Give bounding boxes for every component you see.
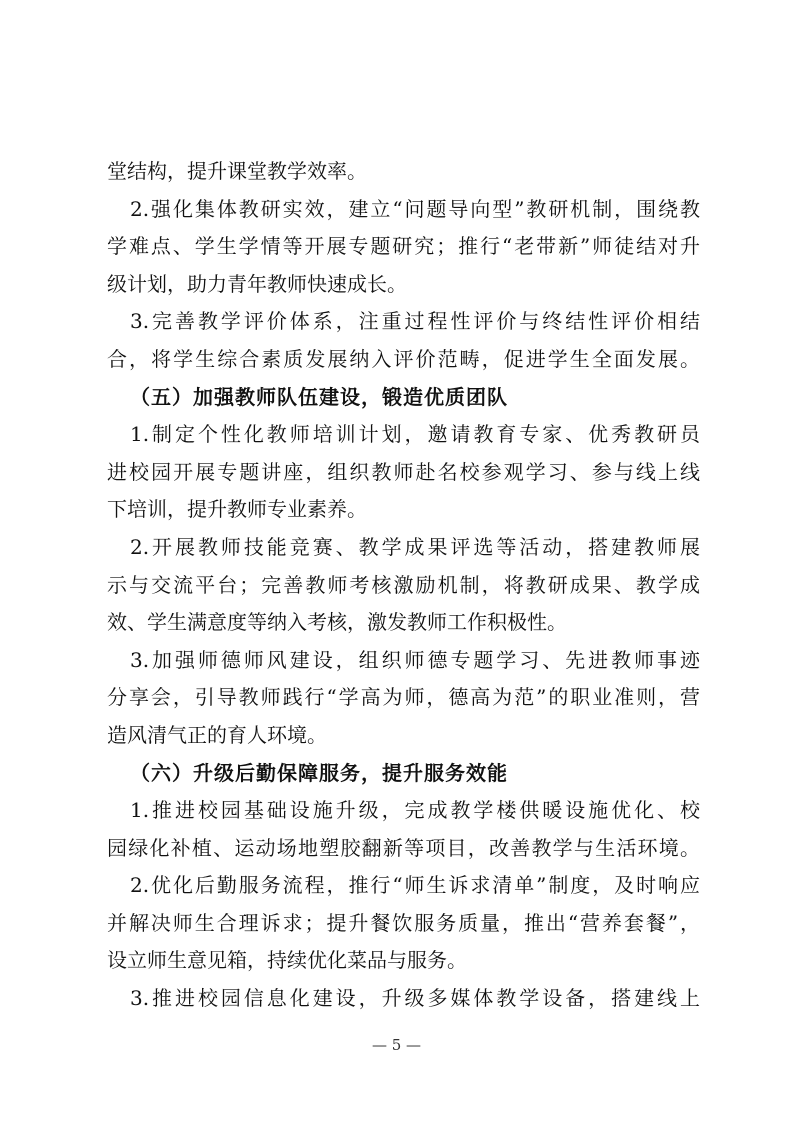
paragraph-line: 堂结构，提升课堂教学效率。 xyxy=(107,159,367,183)
paragraph-line: 1.推进校园基础设施升级，完成教学楼供暖设施优化、校 xyxy=(130,798,700,823)
paragraph-line: 下培训，提升教师专业素养。 xyxy=(107,497,367,522)
paragraph-line: 合，将学生综合素质发展纳入评价范畴，促进学生全面发展。 xyxy=(107,346,700,371)
paragraph-line: 进校园开展专题讲座，组织教师赴名校参观学习、参与线上线 xyxy=(107,459,700,484)
paragraph-line: 效、学生满意度等纳入考核，激发教师工作积极性。 xyxy=(107,610,567,635)
page-number: — 5 — xyxy=(371,1036,422,1054)
paragraph-line: 造风清气正的育人环境。 xyxy=(107,722,327,747)
paragraph-line: 3.推进校园信息化建设，升级多媒体教学设备，搭建线上 xyxy=(130,986,700,1011)
section-heading: （六）升级后勤保障服务，提升服务效能 xyxy=(130,760,508,785)
paragraph-line: 并解决师生合理诉求；提升餐饮服务质量，推出“营养套餐”， xyxy=(107,910,700,935)
paragraph-line: 2.强化集体教研实效，建立“问题导向型”教研机制，围绕教 xyxy=(130,196,700,221)
paragraph-line: 示与交流平台；完善教师考核激励机制，将教研成果、教学成 xyxy=(107,572,700,597)
paragraph-line: 级计划，助力青年教师快速成长。 xyxy=(107,271,407,296)
paragraph-line: 园绿化补植、运动场地塑胶翻新等项目，改善教学与生活环境。 xyxy=(107,835,700,860)
paragraph-line: 学难点、学生学情等开展专题研究；推行“老带新”师徒结对升 xyxy=(107,234,700,259)
document-body xyxy=(107,153,700,1018)
paragraph-line: 2.优化后勤服务流程，推行“师生诉求清单”制度，及时响应 xyxy=(130,873,700,898)
paragraph-line: 分享会，引导教师践行“学高为师，德高为范”的职业准则，营 xyxy=(107,685,700,710)
section-heading: （五）加强教师队伍建设，锻造优质团队 xyxy=(130,384,508,409)
paragraph-line: 设立师生意见箱，持续优化菜品与服务。 xyxy=(107,948,467,973)
paragraph-line: 3.加强师德师风建设，组织师德专题学习、先进教师事迹 xyxy=(130,647,700,672)
paragraph-line: 3.完善教学评价体系，注重过程性评价与终结性评价相结 xyxy=(130,309,700,334)
paragraph-line: 2.开展教师技能竞赛、教学成果评选等活动，搭建教师展 xyxy=(130,534,700,559)
paragraph-line: 1.制定个性化教师培训计划，邀请教育专家、优秀教研员 xyxy=(130,422,700,447)
